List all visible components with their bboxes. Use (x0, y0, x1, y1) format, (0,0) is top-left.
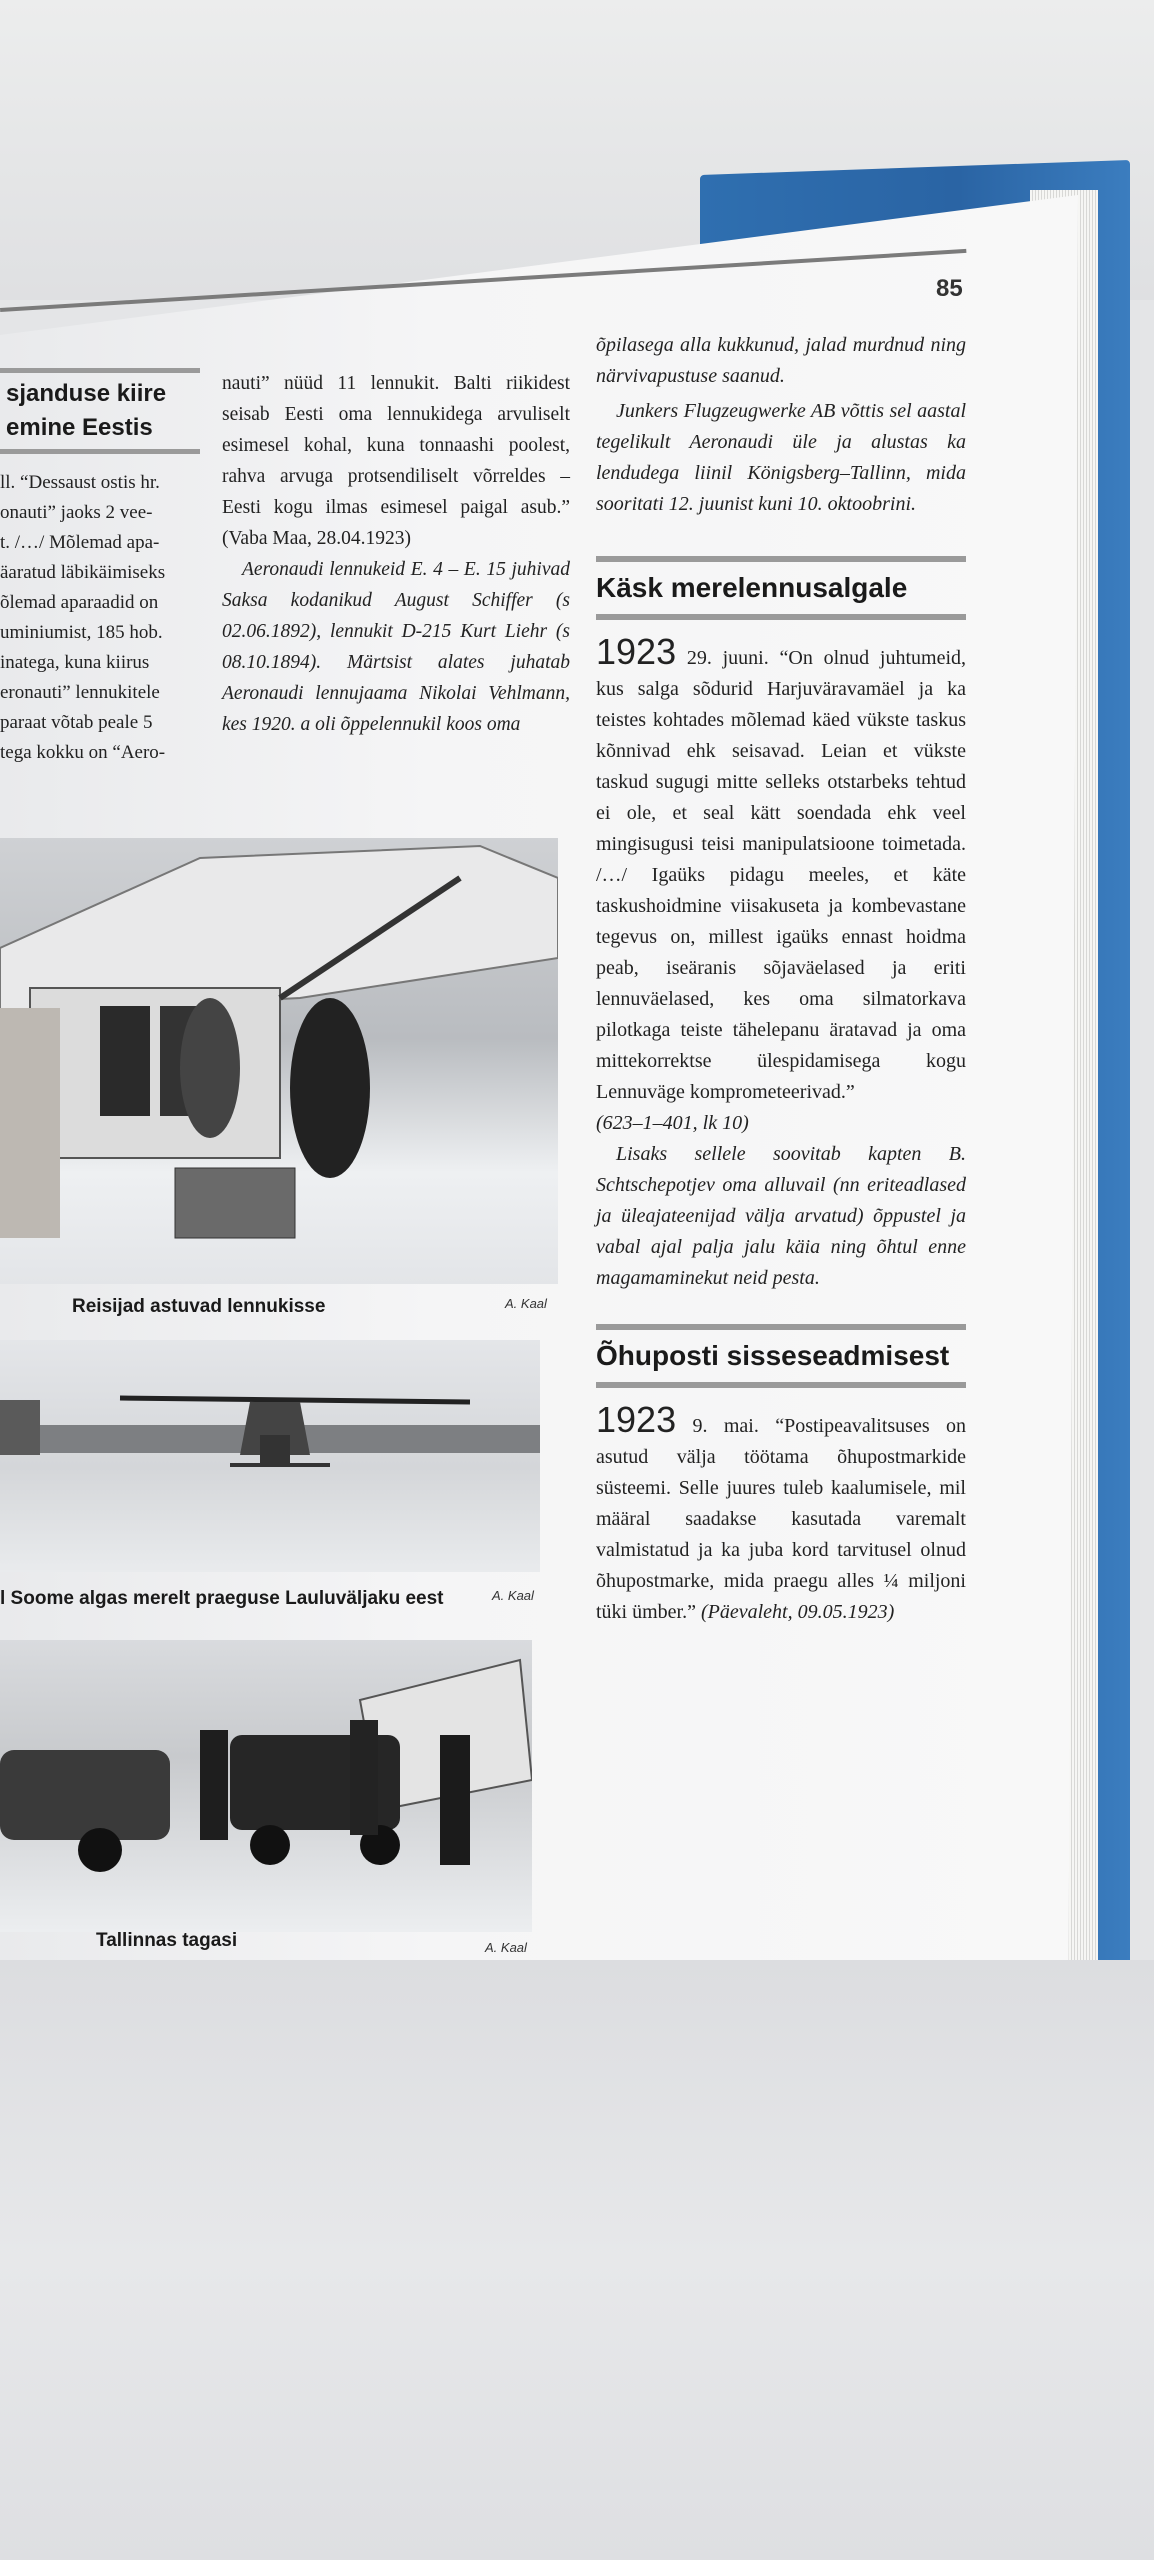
archive-reference: (623–1–401, lk 10) (596, 1112, 749, 1134)
section-heading-ohuposti: Õhuposti sisseseadmisest (596, 1324, 966, 1388)
photo-caption: Reisijad astuvad lennukisse (72, 1296, 326, 1317)
year-label: 1923 (596, 631, 677, 672)
photo-boarding-plane (0, 838, 558, 1284)
photo-illustration (0, 1340, 540, 1572)
right-paragraph-5 (596, 1399, 966, 1628)
left-line: ll. “Dessaust ostis hr. (0, 472, 160, 493)
left-line: paraat võtab peale 5 (0, 712, 153, 733)
left-column (0, 368, 200, 768)
right-paragraph-3 (596, 631, 966, 1108)
photo-credit: A. Kaal (505, 1296, 547, 1311)
right-paragraph-3-text: 29. juuni. “On olnud juhtumeid, kus salga sõdurid Harjuväravamäel ja ka teistes kohtades mõlemad käed vükste taskus kõnnivad ehk seisavad. Leian et vükste taskud sugugi mitte selleks otstarbeks tehtud ei ole, et seal kätt soendada ehk veel mingisugusi teisi manipulatsioone toimetada. /…/ Igaüks pidagu meeles, et käte taskushoidmine viisakuseta ja kombevastane tegevus on, millest igaüks ennast hoidma peab, iseäranis sõjaväelased ja eriti lennuväelased, kes oma silmatorkava pilotkaga teiste tähelepanu äratavad ja oma mittekorrektse ülespidamisega kogu Lennuväge komprometeerivad.” (596, 647, 966, 1103)
photo-cars-and-plane (0, 1640, 532, 1932)
middle-paragraph-2: Aeronaudi lennukeid E. 4 – E. 15 juhivad Saksa kodanikud August Schiffer (s 02.06.1892), lennukit D-215 Kurt Liehr (s 08.10.1894). Märtsist alates juhatab Aeronaudi lennujaama Nikolai Vehlmann, kes 1920. a oli õppelennukil koos oma (222, 559, 570, 735)
section-heading-merelennusalgale: Käsk merelennusalgale (596, 556, 966, 620)
left-line: äaratud läbikäimiseks (0, 562, 166, 583)
left-line: tega kokku on “Aero- (0, 742, 166, 763)
right-paragraph-1: õpilasega alla kukkunud, jalad murdnud ning närvivapustuse saanud. (596, 334, 966, 387)
left-line: onauti” jaoks 2 vee- (0, 502, 153, 523)
photo-illustration (0, 838, 558, 1284)
tablecloth (0, 1960, 1154, 2560)
year-label: 1923 (596, 1399, 677, 1440)
newspaper-reference: (Päevaleht, 09.05.1923) (695, 1601, 895, 1623)
left-line: eronauti” lennukitele (0, 682, 160, 703)
left-line: inatega, kuna kiirus (0, 652, 150, 673)
right-paragraph-2: Junkers Flugzeugwerke AB võttis sel aastal tegelikult Aeronaudi üle ja alustas ka lendudega liinil Königsberg–Tallinn, mida sooritati 12. juunist kuni 10. oktoobrini. (596, 400, 966, 515)
right-paragraph-4: Lisaks sellele soovitab kapten B. Schtschepotjev oma alluvail (nn eriteadlased ja üleajateenijad välja arvatud) õppustel ja vabal ajal palja jalu käia ning õhtul enne magamaminekut neid pesta. (596, 1143, 966, 1289)
photo-credit: A. Kaal (492, 1588, 534, 1603)
right-paragraph-5-text: 9. mai. “Postipeavalitsuses on asutud välja töötama õhupostmarkide süsteemi. Selle juures tuleb kaalumisele, mil määral saadakse kasutada varemalt valmistatud ja ka juba kord tarvitusel olnud õhupostmarke, mida praegu alles ¼ miljoni tüki ümber.” (596, 1415, 966, 1623)
left-line: õlemad aparaadid on (0, 592, 159, 613)
left-heading-line2: emine Eestis (6, 414, 153, 441)
left-line: t. /…/ Mõlemad apa- (0, 532, 160, 553)
photo-credit: A. Kaal (485, 1940, 527, 1955)
middle-paragraph-1: nauti” nüüd 11 lennukit. Balti riikidest seisab Eesti oma lennukidega arvuliselt esimesel kohal, kuna tonnaashi poolest, rahva arvuga protsendiliselt võrreldes – Eesti kogu ilmas esimesel paigal asub.” (Vaba Maa, 28.04.1923) (222, 373, 570, 549)
right-column (596, 330, 966, 1628)
left-column-text (0, 468, 200, 768)
middle-column (222, 368, 570, 740)
left-section-heading (0, 368, 200, 454)
photo-seaplane (0, 1340, 540, 1572)
photo-caption: Tallinnas tagasi (96, 1930, 238, 1951)
left-heading-line1: sjanduse kiire (6, 380, 167, 407)
photo-caption: l Soome algas merelt praeguse Lauluväljaku eest (0, 1588, 444, 1609)
photo-illustration (0, 1640, 532, 1932)
left-line: uminiumist, 185 hob. (0, 622, 163, 643)
page-number: 85 (936, 275, 963, 302)
